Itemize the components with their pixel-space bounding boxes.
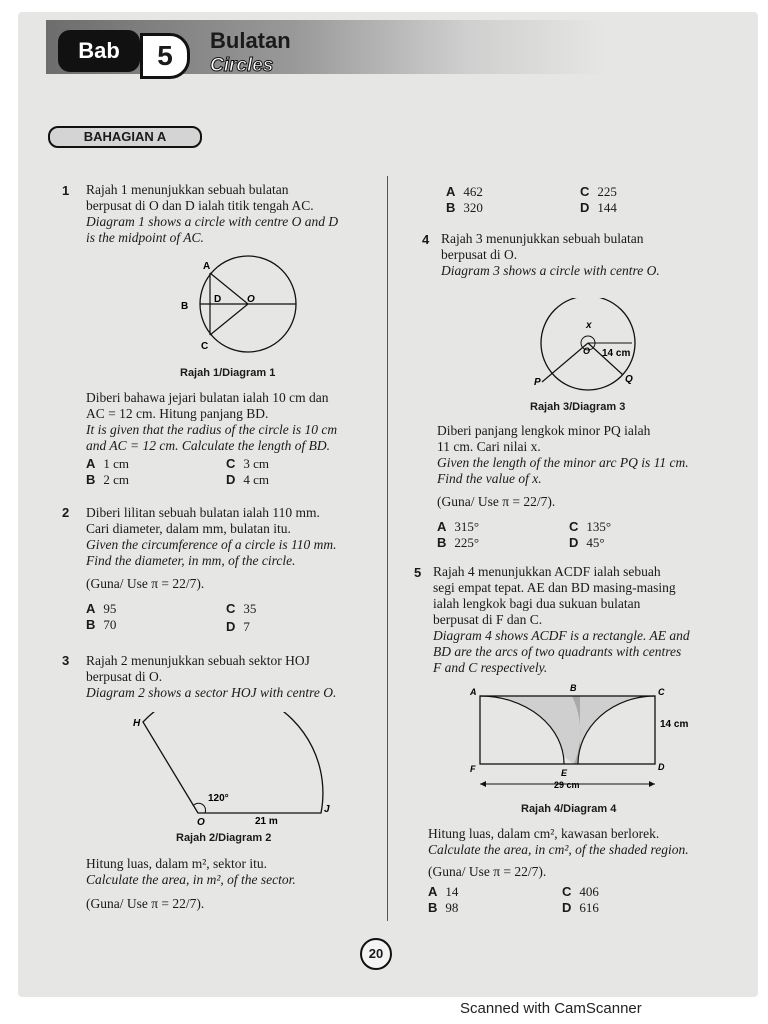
q3-option-a[interactable]: A 462 (446, 184, 483, 199)
q3-ask-ms: Hitung luas, dalam m², sektor itu. (86, 856, 268, 871)
q1-option-a[interactable]: A 1 cm (86, 456, 130, 471)
q4-label-p: P (534, 377, 541, 388)
q3-sector (143, 712, 323, 813)
q1-given-ms-2: AC = 12 cm. Hitung panjang BD. (86, 406, 269, 421)
q5-text-ms-1: Rajah 4 menunjukkan ACDF ialah sebuah (433, 564, 661, 579)
q2-option-a[interactable]: A 95 (86, 601, 117, 616)
q1-label-c: C (201, 341, 209, 352)
q5-ask (428, 826, 758, 858)
q2-text (86, 505, 386, 569)
q4-number: 4 (422, 232, 430, 247)
q4-radius-op (542, 343, 591, 382)
q4-option-d[interactable]: D 45° (569, 535, 605, 550)
q3-caption: Rajah 2/Diagram 2 (176, 832, 272, 844)
q4-given-en-1: Given the length of the minor arc PQ is 11 cm. (437, 455, 689, 470)
q5-label-e: E (561, 768, 568, 778)
q1-label-o: O (247, 294, 255, 305)
q1-text-en-1: Diagram 1 shows a circle with centre O and D (86, 214, 339, 229)
q4-text (441, 231, 751, 279)
q5-caption: Rajah 4/Diagram 4 (521, 803, 617, 815)
column-divider (387, 176, 388, 921)
q4-circle (541, 298, 635, 390)
q1-diagram (175, 255, 315, 365)
q1-option-b[interactable]: B 2 cm (86, 472, 130, 487)
q2-option-b[interactable]: B 70 (86, 617, 117, 632)
q2-text-ms-2: Cari diameter, dalam mm, bulatan itu. (86, 521, 291, 536)
q3-text-en: Diagram 2 shows a sector HOJ with centre O. (86, 685, 337, 700)
q5-text-ms-4: berpusat di F dan C. (433, 612, 543, 627)
q1-given-ms-1: Diberi bahawa jejari bulatan ialah 10 cm dan (86, 390, 329, 405)
q5-option-d[interactable]: D 616 (562, 900, 599, 915)
q1-text-ms-2: berpusat di O dan D ialah titik tengah AC. (86, 198, 314, 213)
page-number: 20 (360, 938, 392, 970)
q1-given (86, 390, 386, 454)
q1-label-b: B (181, 301, 189, 312)
q1-number: 1 (62, 183, 70, 198)
q3-ask (86, 856, 386, 888)
q3-option-d[interactable]: D 144 (580, 200, 617, 215)
chapter-title-en: Circles (210, 55, 274, 76)
q4-given-ms-1: Diberi panjang lengkok minor PQ ialah (437, 423, 651, 438)
q4-diagram (520, 298, 655, 398)
q1-label-a: A (203, 261, 211, 272)
q3-option-c[interactable]: C 225 (580, 184, 617, 199)
chapter-number: 5 (140, 33, 190, 79)
q5-number: 5 (414, 565, 422, 580)
scanner-watermark: Scanned with CamScanner (460, 1000, 642, 1017)
q2-text-en-1: Given the circumference of a circle is 110 mm. (86, 537, 337, 552)
q4-given-ms-2: 11 cm. Cari nilai x. (437, 439, 541, 454)
q1-caption: Rajah 1/Diagram 1 (180, 367, 276, 379)
q4-option-a[interactable]: A 315° (437, 519, 480, 534)
q3-label-h: H (133, 718, 141, 729)
q4-label-q: Q (625, 374, 633, 385)
q1-text-en-2: is the midpoint of AC. (86, 230, 204, 245)
q1-radius-oc (210, 304, 248, 335)
q3-number: 3 (62, 653, 70, 668)
q5-label-c: C (658, 687, 665, 697)
q5-label-a: A (470, 687, 477, 697)
q5-width-label: 29 cm (554, 780, 580, 790)
section-label: BAHAGIAN A (48, 126, 202, 148)
q4-text-en: Diagram 3 shows a circle with centre O. (441, 263, 660, 278)
q3-diagram (125, 712, 340, 827)
q4-radius-label: 14 cm (602, 348, 631, 359)
q4-label-o: O (583, 346, 591, 356)
q4-given (437, 423, 757, 487)
q1-option-d[interactable]: D 4 cm (226, 472, 270, 487)
q5-label-b: B (570, 683, 577, 693)
q2-use-pi: (Guna/ Use π = 22/7). (86, 576, 205, 591)
q2-number: 2 (62, 505, 70, 520)
q4-option-c[interactable]: C 135° (569, 519, 612, 534)
q4-text-ms-1: Rajah 3 menunjukkan sebuah bulatan (441, 231, 644, 246)
chapter-title-ms: Bulatan (210, 28, 291, 53)
q5-use-pi: (Guna/ Use π = 22/7). (428, 864, 547, 879)
q1-option-c[interactable]: C 3 cm (226, 456, 270, 471)
q1-label-d: D (214, 294, 222, 305)
q5-text-ms-2: segi empat tepat. AE dan BD masing-masing (433, 580, 676, 595)
q5-diagram (460, 682, 700, 794)
q4-option-b[interactable]: B 225° (437, 535, 480, 550)
q5-label-f: F (470, 764, 476, 774)
q5-text (433, 564, 753, 676)
q1-text-ms-1: Rajah 1 menunjukkan sebuah bulatan (86, 182, 289, 197)
q2-text-ms-1: Diberi lilitan sebuah bulatan ialah 110 mm. (86, 505, 320, 520)
q3-text-ms-1: Rajah 2 menunjukkan sebuah sektor HOJ (86, 653, 310, 668)
q3-ask-en: Calculate the area, in m², of the sector. (86, 872, 296, 887)
q4-caption: Rajah 3/Diagram 3 (530, 401, 626, 413)
q2-text-en-2: Find the diameter, in mm, of the circle. (86, 553, 296, 568)
q5-text-en-3: F and C respectively. (433, 660, 548, 675)
q2-option-c[interactable]: C 35 (226, 601, 257, 616)
q4-text-ms-2: berpusat di O. (441, 247, 518, 262)
q5-text-en-1: Diagram 4 shows ACDF is a rectangle. AE and (433, 628, 690, 643)
q5-text-ms-3: ialah lengkok bagi dua sukuan bulatan (433, 596, 641, 611)
q5-option-c[interactable]: C 406 (562, 884, 599, 899)
q3-use-pi: (Guna/ Use π = 22/7). (86, 896, 205, 911)
q1-given-en-1: It is given that the radius of the circle is 10 cm (86, 422, 338, 437)
q3-label-o: O (197, 817, 205, 827)
chapter-label: Bab (58, 30, 140, 72)
q5-option-b[interactable]: B 98 (428, 900, 459, 915)
q3-option-b[interactable]: B 320 (446, 200, 483, 215)
q5-option-a[interactable]: A 14 (428, 884, 459, 899)
q3-text (86, 653, 386, 701)
q5-ask-ms: Hitung luas, dalam cm², kawasan berlorek. (428, 826, 660, 841)
q1-text (86, 182, 386, 246)
q5-text-en-2: BD are the arcs of two quadrants with centres (433, 644, 682, 659)
q3-radius-label: 21 m (255, 816, 278, 827)
q5-ask-en: Calculate the area, in cm², of the shaded region. (428, 842, 689, 857)
q1-given-en-2: and AC = 12 cm. Calculate the length of BD. (86, 438, 330, 453)
q2-option-d[interactable]: D 7 (226, 619, 250, 634)
q4-use-pi: (Guna/ Use π = 22/7). (437, 494, 556, 509)
q5-label-d: D (658, 762, 665, 772)
q4-given-en-2: Find the value of x. (437, 471, 542, 486)
q3-text-ms-2: berpusat di O. (86, 669, 163, 684)
q3-angle-label: 120° (208, 793, 229, 804)
q5-height-label: 14 cm (660, 719, 689, 730)
q4-label-x: x (586, 320, 592, 331)
q3-label-j: J (324, 804, 330, 815)
